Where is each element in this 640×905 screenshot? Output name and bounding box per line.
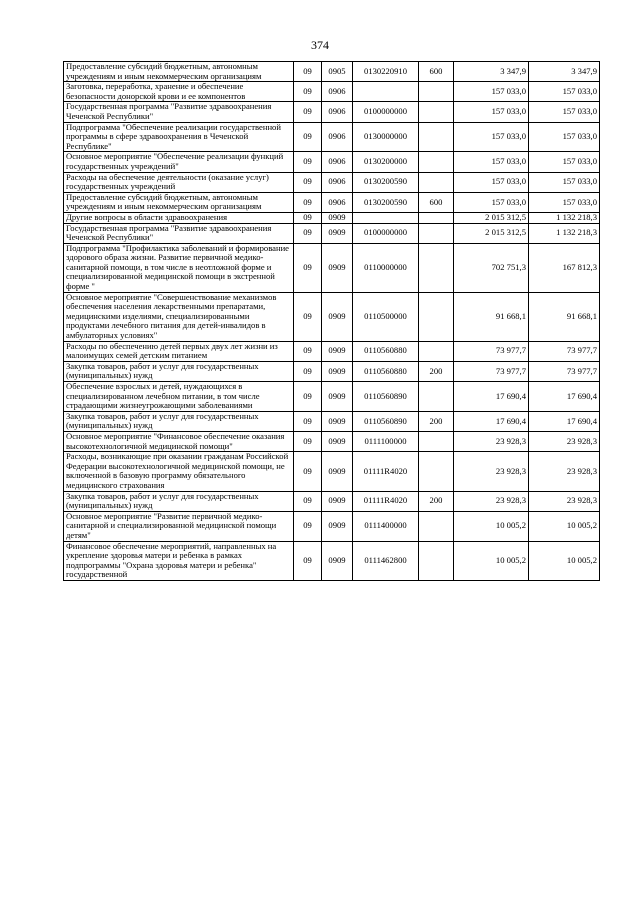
amount-1-cell: 702 751,3 bbox=[454, 243, 529, 292]
target-item-code-cell: 01111R4020 bbox=[353, 452, 419, 491]
amount-1-cell: 2 015 312,5 bbox=[454, 223, 529, 243]
budget-table-body bbox=[64, 62, 600, 581]
expense-type-code-cell bbox=[419, 212, 454, 223]
expense-type-code-cell: 600 bbox=[419, 192, 454, 212]
table-row bbox=[64, 292, 600, 341]
amount-1-cell: 157 033,0 bbox=[454, 102, 529, 122]
section-code-cell: 09 bbox=[294, 511, 322, 541]
amount-1-cell: 157 033,0 bbox=[454, 192, 529, 212]
amount-2-cell: 167 812,3 bbox=[529, 243, 600, 292]
row-name-cell: Предоставление субсидий бюджетным, автономным учреждениям и иным некоммерческим организациям bbox=[64, 192, 294, 212]
section-code-cell: 09 bbox=[294, 491, 322, 511]
amount-2-cell: 23 928,3 bbox=[529, 431, 600, 451]
amount-2-cell: 23 928,3 bbox=[529, 452, 600, 491]
table-row bbox=[64, 122, 600, 152]
table-row bbox=[64, 102, 600, 122]
page-number: 374 bbox=[311, 38, 329, 52]
row-name-cell: Подпрограмма "Профилактика заболеваний и формирование здорового образа жизни. Развитие первичной медико-санитарной помощи, в том числе в неотложной форме и специализированной медицинской помощи в экстренной форме " bbox=[64, 243, 294, 292]
amount-2-cell: 157 033,0 bbox=[529, 102, 600, 122]
expense-type-code-cell bbox=[419, 541, 454, 580]
subsection-code-cell: 0906 bbox=[322, 192, 353, 212]
section-code-cell: 09 bbox=[294, 541, 322, 580]
row-name-cell: Обеспечение взрослых и детей, нуждающихся в специализированном лечебном питании, в том числе страдающими жизнеугрожающими заболеваниями bbox=[64, 382, 294, 412]
subsection-code-cell: 0906 bbox=[322, 152, 353, 172]
section-code-cell: 09 bbox=[294, 102, 322, 122]
amount-2-cell: 17 690,4 bbox=[529, 382, 600, 412]
subsection-code-cell: 0909 bbox=[322, 511, 353, 541]
section-code-cell: 09 bbox=[294, 223, 322, 243]
subsection-code-cell: 0909 bbox=[322, 361, 353, 381]
amount-1-cell: 157 033,0 bbox=[454, 152, 529, 172]
amount-1-cell: 3 347,9 bbox=[454, 62, 529, 82]
amount-2-cell: 157 033,0 bbox=[529, 122, 600, 152]
amount-2-cell: 1 132 218,3 bbox=[529, 223, 600, 243]
target-item-code-cell: 0100000000 bbox=[353, 223, 419, 243]
subsection-code-cell: 0909 bbox=[322, 292, 353, 341]
target-item-code-cell: 0130200590 bbox=[353, 192, 419, 212]
amount-1-cell: 73 977,7 bbox=[454, 341, 529, 361]
subsection-code-cell: 0909 bbox=[322, 411, 353, 431]
budget-table bbox=[63, 61, 600, 581]
expense-type-code-cell bbox=[419, 122, 454, 152]
table-row bbox=[64, 361, 600, 381]
row-name-cell: Основное мероприятие "Финансовое обеспечение оказания высокотехнологичной медицинской помощи" bbox=[64, 431, 294, 451]
target-item-code-cell: 0110500000 bbox=[353, 292, 419, 341]
expense-type-code-cell bbox=[419, 172, 454, 192]
expense-type-code-cell bbox=[419, 82, 454, 102]
expense-type-code-cell bbox=[419, 102, 454, 122]
expense-type-code-cell bbox=[419, 292, 454, 341]
section-code-cell: 09 bbox=[294, 82, 322, 102]
row-name-cell: Расходы по обеспечению детей первых двух лет жизни из малоимущих семей детским питанием bbox=[64, 341, 294, 361]
subsection-code-cell: 0906 bbox=[322, 172, 353, 192]
row-name-cell: Заготовка, переработка, хранение и обеспечение безопасности донорской крови и ее компонентов bbox=[64, 82, 294, 102]
row-name-cell: Закупка товаров, работ и услуг для государственных (муниципальных) нужд bbox=[64, 491, 294, 511]
table-row bbox=[64, 541, 600, 580]
amount-1-cell: 10 005,2 bbox=[454, 511, 529, 541]
amount-1-cell: 23 928,3 bbox=[454, 491, 529, 511]
target-item-code-cell: 0110560890 bbox=[353, 382, 419, 412]
target-item-code-cell: 0111100000 bbox=[353, 431, 419, 451]
subsection-code-cell: 0909 bbox=[322, 243, 353, 292]
amount-2-cell: 73 977,7 bbox=[529, 341, 600, 361]
amount-1-cell: 91 668,1 bbox=[454, 292, 529, 341]
row-name-cell: Подпрограмма "Обеспечение реализации государственной программы в сфере здравоохранения в Чеченской Республике" bbox=[64, 122, 294, 152]
row-name-cell: Государственная программа "Развитие здравоохранения Чеченской Республики" bbox=[64, 102, 294, 122]
amount-1-cell: 2 015 312,5 bbox=[454, 212, 529, 223]
expense-type-code-cell bbox=[419, 382, 454, 412]
section-code-cell: 09 bbox=[294, 292, 322, 341]
expense-type-code-cell bbox=[419, 152, 454, 172]
amount-2-cell: 73 977,7 bbox=[529, 361, 600, 381]
expense-type-code-cell bbox=[419, 452, 454, 491]
section-code-cell: 09 bbox=[294, 452, 322, 491]
expense-type-code-cell: 200 bbox=[419, 491, 454, 511]
amount-2-cell: 157 033,0 bbox=[529, 82, 600, 102]
subsection-code-cell: 0906 bbox=[322, 122, 353, 152]
table-row bbox=[64, 511, 600, 541]
target-item-code-cell: 0130220910 bbox=[353, 62, 419, 82]
target-item-code-cell: 0110560890 bbox=[353, 411, 419, 431]
target-item-code-cell: 0130200590 bbox=[353, 172, 419, 192]
amount-2-cell: 157 033,0 bbox=[529, 192, 600, 212]
amount-1-cell: 73 977,7 bbox=[454, 361, 529, 381]
amount-2-cell: 23 928,3 bbox=[529, 491, 600, 511]
table-row bbox=[64, 212, 600, 223]
table-row bbox=[64, 62, 600, 82]
row-name-cell: Закупка товаров, работ и услуг для государственных (муниципальных) нужд bbox=[64, 411, 294, 431]
table-row bbox=[64, 152, 600, 172]
section-code-cell: 09 bbox=[294, 192, 322, 212]
section-code-cell: 09 bbox=[294, 152, 322, 172]
subsection-code-cell: 0909 bbox=[322, 541, 353, 580]
expense-type-code-cell: 200 bbox=[419, 411, 454, 431]
row-name-cell: Расходы, возникающие при оказании гражданам Российской Федерации высокотехнологичной медицинской помощи, не включенной в базовую программу обязательного медицинского страхования bbox=[64, 452, 294, 491]
target-item-code-cell: 0110000000 bbox=[353, 243, 419, 292]
amount-1-cell: 157 033,0 bbox=[454, 122, 529, 152]
expense-type-code-cell bbox=[419, 223, 454, 243]
target-item-code-cell: 01111R4020 bbox=[353, 491, 419, 511]
expense-type-code-cell bbox=[419, 511, 454, 541]
subsection-code-cell: 0909 bbox=[322, 431, 353, 451]
amount-1-cell: 17 690,4 bbox=[454, 382, 529, 412]
section-code-cell: 09 bbox=[294, 431, 322, 451]
row-name-cell: Предоставление субсидий бюджетным, автономным учреждениям и иным некоммерческим организациям bbox=[64, 62, 294, 82]
amount-2-cell: 3 347,9 bbox=[529, 62, 600, 82]
amount-2-cell: 1 132 218,3 bbox=[529, 212, 600, 223]
amount-1-cell: 23 928,3 bbox=[454, 452, 529, 491]
amount-1-cell: 157 033,0 bbox=[454, 172, 529, 192]
subsection-code-cell: 0906 bbox=[322, 102, 353, 122]
table-row bbox=[64, 382, 600, 412]
table-row bbox=[64, 243, 600, 292]
row-name-cell: Основное мероприятие "Обеспечение реализации функций государственных учреждений" bbox=[64, 152, 294, 172]
amount-2-cell: 157 033,0 bbox=[529, 152, 600, 172]
amount-2-cell: 10 005,2 bbox=[529, 541, 600, 580]
target-item-code-cell: 0130000000 bbox=[353, 122, 419, 152]
target-item-code-cell: 0111462800 bbox=[353, 541, 419, 580]
subsection-code-cell: 0905 bbox=[322, 62, 353, 82]
target-item-code-cell: 0111400000 bbox=[353, 511, 419, 541]
amount-1-cell: 10 005,2 bbox=[454, 541, 529, 580]
table-row bbox=[64, 192, 600, 212]
subsection-code-cell: 0909 bbox=[322, 212, 353, 223]
amount-1-cell: 17 690,4 bbox=[454, 411, 529, 431]
table-row bbox=[64, 172, 600, 192]
subsection-code-cell: 0906 bbox=[322, 82, 353, 102]
subsection-code-cell: 0909 bbox=[322, 341, 353, 361]
amount-2-cell: 10 005,2 bbox=[529, 511, 600, 541]
section-code-cell: 09 bbox=[294, 341, 322, 361]
table-row bbox=[64, 82, 600, 102]
section-code-cell: 09 bbox=[294, 62, 322, 82]
expense-type-code-cell: 200 bbox=[419, 361, 454, 381]
amount-2-cell: 91 668,1 bbox=[529, 292, 600, 341]
row-name-cell: Основное мероприятие "Развитие первичной медико-санитарной и специализированной медицинской помощи детям" bbox=[64, 511, 294, 541]
subsection-code-cell: 0909 bbox=[322, 452, 353, 491]
section-code-cell: 09 bbox=[294, 382, 322, 412]
subsection-code-cell: 0909 bbox=[322, 382, 353, 412]
amount-2-cell: 17 690,4 bbox=[529, 411, 600, 431]
table-row bbox=[64, 452, 600, 491]
expense-type-code-cell: 600 bbox=[419, 62, 454, 82]
section-code-cell: 09 bbox=[294, 411, 322, 431]
table-row bbox=[64, 411, 600, 431]
expense-type-code-cell bbox=[419, 243, 454, 292]
target-item-code-cell bbox=[353, 212, 419, 223]
row-name-cell: Расходы на обеспечение деятельности (оказание услуг) государственных учреждений bbox=[64, 172, 294, 192]
expense-type-code-cell bbox=[419, 341, 454, 361]
expense-type-code-cell bbox=[419, 431, 454, 451]
subsection-code-cell: 0909 bbox=[322, 491, 353, 511]
section-code-cell: 09 bbox=[294, 212, 322, 223]
amount-2-cell: 157 033,0 bbox=[529, 172, 600, 192]
row-name-cell: Государственная программа "Развитие здравоохранения Чеченской Республики" bbox=[64, 223, 294, 243]
target-item-code-cell: 0130200000 bbox=[353, 152, 419, 172]
target-item-code-cell: 0110560880 bbox=[353, 361, 419, 381]
section-code-cell: 09 bbox=[294, 361, 322, 381]
target-item-code-cell: 0110560880 bbox=[353, 341, 419, 361]
row-name-cell: Закупка товаров, работ и услуг для государственных (муниципальных) нужд bbox=[64, 361, 294, 381]
section-code-cell: 09 bbox=[294, 172, 322, 192]
row-name-cell: Другие вопросы в области здравоохранения bbox=[64, 212, 294, 223]
amount-1-cell: 157 033,0 bbox=[454, 82, 529, 102]
table-row bbox=[64, 341, 600, 361]
section-code-cell: 09 bbox=[294, 243, 322, 292]
table-row bbox=[64, 431, 600, 451]
table-row bbox=[64, 223, 600, 243]
target-item-code-cell: 0100000000 bbox=[353, 102, 419, 122]
subsection-code-cell: 0909 bbox=[322, 223, 353, 243]
amount-1-cell: 23 928,3 bbox=[454, 431, 529, 451]
row-name-cell: Основное мероприятие "Совершенствование механизмов обеспечения населения лекарственными препаратами, медицинскими изделиями, специализированными продуктами лечебного питания для детей-инвалидов в амбулаторных условиях" bbox=[64, 292, 294, 341]
row-name-cell: Финансовое обеспечение мероприятий, направленных на укрепление здоровья матери и ребенка в рамках подпрограммы "Охрана здоровья матери и ребенка" государственной bbox=[64, 541, 294, 580]
table-row bbox=[64, 491, 600, 511]
target-item-code-cell bbox=[353, 82, 419, 102]
section-code-cell: 09 bbox=[294, 122, 322, 152]
